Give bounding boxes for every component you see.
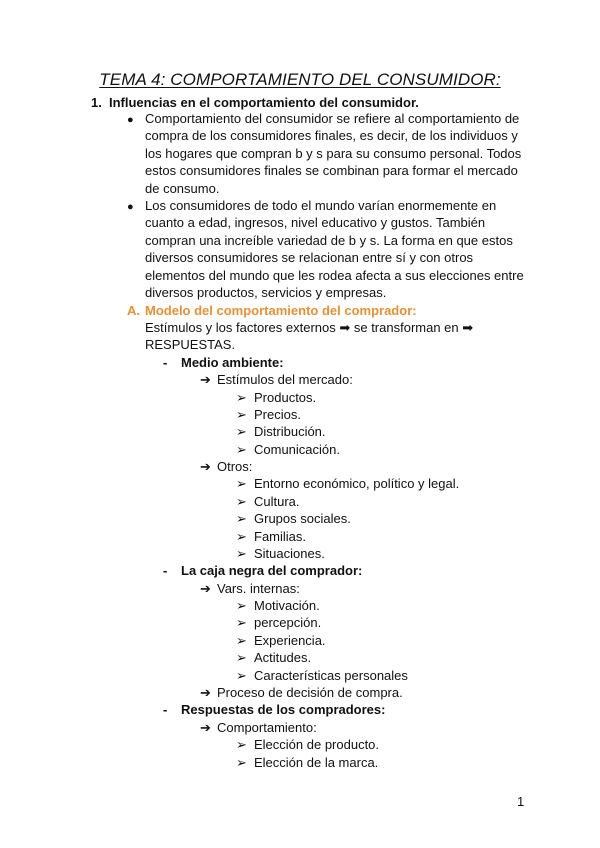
list-subitem: Entorno económico, político y legal. <box>254 476 460 491</box>
subarrow-icon: ➢ <box>236 494 247 509</box>
subarrow-icon: ➢ <box>236 615 247 630</box>
subarrow-icon: ➢ <box>236 424 247 439</box>
list-item-otros: Otros: <box>217 459 253 474</box>
subarrow-icon: ➢ <box>236 650 247 665</box>
dash-marker: - <box>163 355 168 370</box>
arrow-icon: ➔ <box>200 459 211 474</box>
subarrow-icon: ➢ <box>236 442 247 457</box>
list-subitem: Elección de la marca. <box>254 755 379 770</box>
dash-marker: - <box>163 563 168 578</box>
list-subitem: Situaciones. <box>254 546 325 561</box>
list-subitem: Experiencia. <box>254 633 326 648</box>
list-item-comportamiento: Comportamiento: <box>217 720 317 735</box>
subarrow-icon: ➢ <box>236 598 247 613</box>
bullet-icon: ● <box>127 201 134 213</box>
document-title: TEMA 4: COMPORTAMIENTO DEL CONSUMIDOR: <box>99 70 501 89</box>
subarrow-icon: ➢ <box>236 476 247 491</box>
page-number: 1 <box>517 794 525 809</box>
subarrow-icon: ➢ <box>236 407 247 422</box>
bullet-paragraph-1: Comportamiento del consumidor se refiere al comportamiento de compra de los consumidores finales, es decir, de los individuos y los hogares que compran b y s para su consumo personal. Todos estos consumidores finales se combinan para formar el mercado de consumo. <box>145 111 522 196</box>
group-heading-medio-ambiente: Medio ambiente: <box>181 355 284 370</box>
list-subitem: Precios. <box>254 407 301 422</box>
subsection-intro-line-1: Estímulos y los factores externos ➡ se transforman en ➡ <box>145 320 474 335</box>
subarrow-icon: ➢ <box>236 755 247 770</box>
subarrow-icon: ➢ <box>236 529 247 544</box>
list-item-estimulos: Estímulos del mercado: <box>217 372 353 387</box>
list-subitem: Actitudes. <box>254 650 312 665</box>
arrow-icon: ➔ <box>200 581 211 596</box>
list-subitem: Grupos sociales. <box>254 511 351 526</box>
list-subitem: Comunicación. <box>254 442 340 457</box>
subsection-letter: A. <box>127 303 140 318</box>
subarrow-icon: ➢ <box>236 511 247 526</box>
list-subitem: Familias. <box>254 529 307 544</box>
subsection-heading: Modelo del comportamiento del comprador: <box>145 303 417 318</box>
bullet-paragraph-2: Los consumidores de todo el mundo varían enormemente en cuanto a edad, ingresos, nivel educativo y gustos. También compran una increíble variedad de b y s. La forma en que estos diversos consumidores se relacionan entre sí y con otros elementos del mundo que les rodea afecta a sus elecciones entre diversos productos, servicios y empresas. <box>145 198 524 301</box>
arrow-icon: ➔ <box>200 372 211 387</box>
list-item-proceso-decision: Proceso de decisión de compra. <box>217 685 403 700</box>
subsection-intro-line-2: RESPUESTAS. <box>145 337 236 352</box>
section-heading: Influencias en el comportamiento del consumidor. <box>109 95 419 110</box>
list-subitem: percepción. <box>254 615 322 630</box>
arrow-icon: ➔ <box>200 685 211 700</box>
list-subitem: Distribución. <box>254 424 326 439</box>
list-subitem: Elección de producto. <box>254 737 380 752</box>
bullet-icon: ● <box>127 114 134 126</box>
subarrow-icon: ➢ <box>236 668 247 683</box>
subarrow-icon: ➢ <box>236 390 247 405</box>
list-subitem: Motivación. <box>254 598 320 613</box>
subarrow-icon: ➢ <box>236 546 247 561</box>
arrow-icon: ➔ <box>200 720 211 735</box>
subarrow-icon: ➢ <box>236 737 247 752</box>
list-subitem: Productos. <box>254 390 317 405</box>
list-subitem: Características personales <box>254 668 408 683</box>
list-item-vars-internas: Vars. internas: <box>217 581 300 596</box>
section-number: 1. <box>91 95 102 110</box>
list-subitem: Cultura. <box>254 494 300 509</box>
dash-marker: - <box>163 702 168 717</box>
group-heading-caja-negra: La caja negra del comprador: <box>181 563 363 578</box>
group-heading-respuestas: Respuestas de los compradores: <box>181 702 386 717</box>
subarrow-icon: ➢ <box>236 633 247 648</box>
